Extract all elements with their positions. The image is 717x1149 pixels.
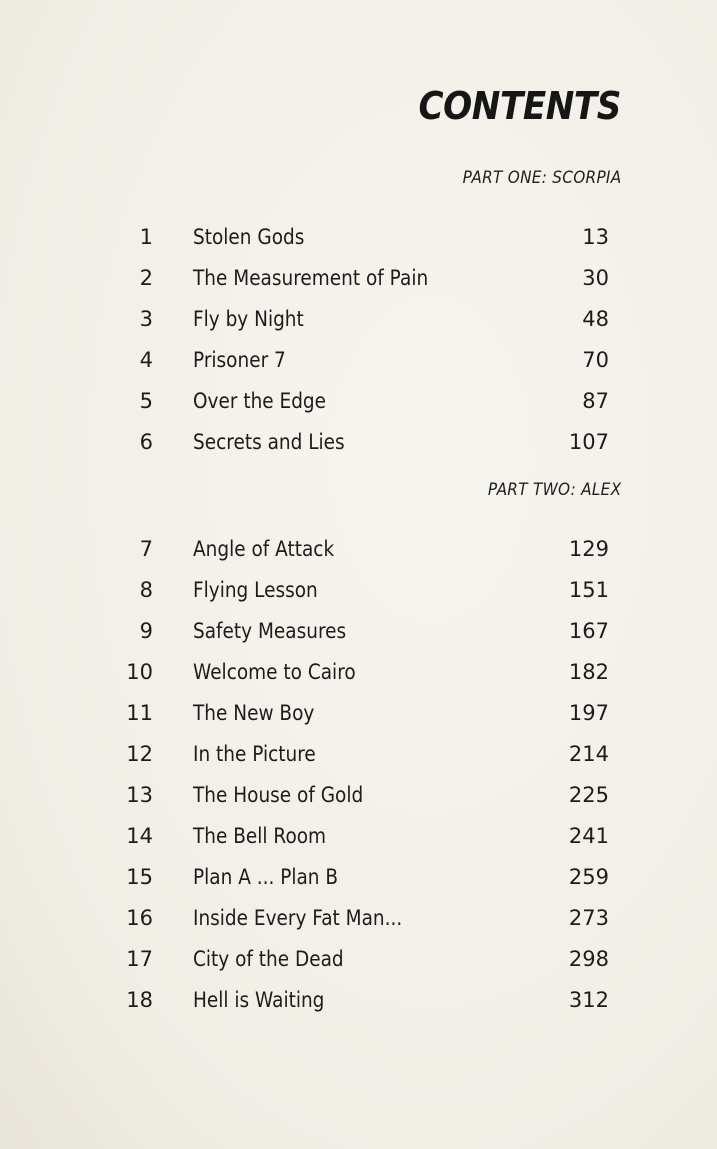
- toc-entry: [0, 657, 717, 687]
- chapter-number: 17: [126, 947, 153, 971]
- toc-entry: [0, 386, 717, 416]
- chapter-title: The Bell Room: [193, 824, 327, 848]
- chapter-title: Inside Every Fat Man...: [193, 906, 403, 930]
- toc-entry: [0, 534, 717, 564]
- toc-entry: [0, 862, 717, 892]
- chapter-title: Fly by Night: [193, 307, 304, 331]
- chapter-page-number: 259: [568, 865, 609, 889]
- chapter-number: 9: [139, 619, 153, 643]
- toc-entry: [0, 575, 717, 605]
- toc-entry: [0, 616, 717, 646]
- toc-entry: [0, 780, 717, 810]
- chapter-number: 4: [139, 348, 153, 372]
- chapter-title: The House of Gold: [193, 783, 364, 807]
- chapter-page-number: 167: [568, 619, 609, 643]
- chapter-title: The New Boy: [193, 701, 315, 725]
- chapter-page-number: 70: [582, 348, 609, 372]
- chapter-number: 1: [139, 225, 153, 249]
- chapter-page-number: 129: [568, 537, 609, 561]
- chapter-page-number: 312: [568, 988, 609, 1012]
- chapter-page-number: 214: [568, 742, 609, 766]
- chapter-page-number: 48: [582, 307, 609, 331]
- chapter-page-number: 298: [568, 947, 609, 971]
- toc-entry: [0, 304, 717, 334]
- chapter-number: 8: [139, 578, 153, 602]
- page-title: CONTENTS: [418, 84, 621, 128]
- chapter-number: 3: [139, 307, 153, 331]
- chapter-number: 5: [139, 389, 153, 413]
- chapter-page-number: 13: [582, 225, 609, 249]
- chapter-number: 12: [126, 742, 153, 766]
- chapter-number: 16: [126, 906, 153, 930]
- toc-entry: [0, 944, 717, 974]
- toc-entry: [0, 222, 717, 252]
- chapter-title: City of the Dead: [193, 947, 344, 971]
- chapter-title: Plan A ... Plan B: [193, 865, 339, 889]
- chapter-title: Hell is Waiting: [193, 988, 325, 1012]
- toc-entry: [0, 263, 717, 293]
- part-two-heading: PART TWO: ALEX: [487, 480, 621, 500]
- toc-entry: [0, 903, 717, 933]
- chapter-number: 11: [126, 701, 153, 725]
- chapter-page-number: 30: [582, 266, 609, 290]
- chapter-number: 13: [126, 783, 153, 807]
- chapter-page-number: 182: [568, 660, 609, 684]
- toc-entry: [0, 698, 717, 728]
- chapter-page-number: 197: [568, 701, 609, 725]
- toc-entry: [0, 821, 717, 851]
- chapter-number: 14: [126, 824, 153, 848]
- chapter-title: Prisoner 7: [193, 348, 286, 372]
- chapter-page-number: 241: [568, 824, 609, 848]
- toc-entry: [0, 739, 717, 769]
- chapter-number: 2: [139, 266, 153, 290]
- toc-entry: [0, 985, 717, 1015]
- chapter-number: 15: [126, 865, 153, 889]
- chapter-number: 10: [126, 660, 153, 684]
- chapter-page-number: 151: [568, 578, 609, 602]
- chapter-title: Stolen Gods: [193, 225, 305, 249]
- chapter-number: 7: [139, 537, 153, 561]
- chapter-title: The Measurement of Pain: [193, 266, 429, 290]
- chapter-title: Flying Lesson: [193, 578, 318, 602]
- toc-entry: [0, 345, 717, 375]
- chapter-page-number: 87: [582, 389, 609, 413]
- chapter-title: Welcome to Cairo: [193, 660, 356, 684]
- chapter-title: Safety Measures: [193, 619, 347, 643]
- chapter-page-number: 107: [568, 430, 609, 454]
- part-one-heading: PART ONE: SCORPIA: [462, 168, 621, 188]
- chapter-number: 6: [139, 430, 153, 454]
- toc-entry: [0, 427, 717, 457]
- chapter-title: Over the Edge: [193, 389, 327, 413]
- chapter-title: In the Picture: [193, 742, 316, 766]
- chapter-title: Angle of Attack: [193, 537, 335, 561]
- chapter-number: 18: [126, 988, 153, 1012]
- chapter-title: Secrets and Lies: [193, 430, 345, 454]
- chapter-page-number: 225: [568, 783, 609, 807]
- chapter-page-number: 273: [568, 906, 609, 930]
